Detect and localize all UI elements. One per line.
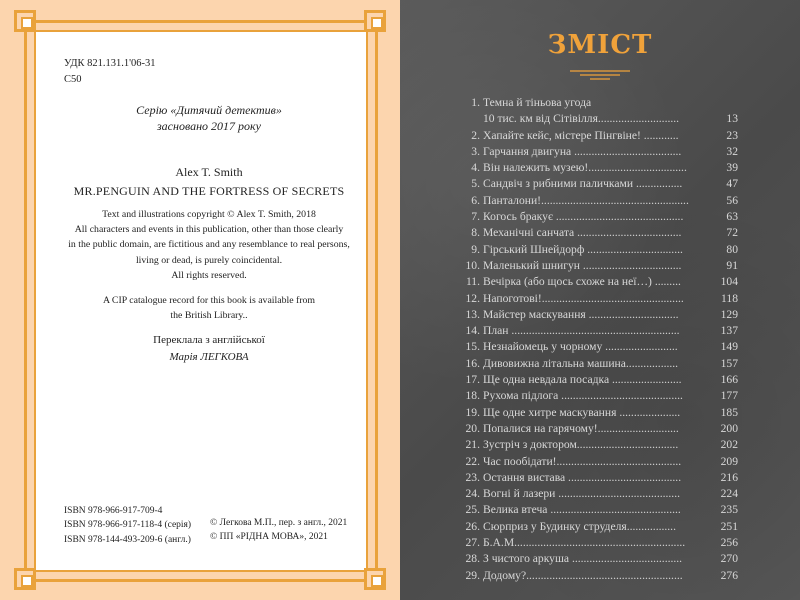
- toc-entry-number: 25.: [465, 503, 480, 517]
- toc-entry-page: 157: [720, 356, 738, 370]
- toc-entry-number: 18.: [465, 389, 480, 403]
- toc-entry-page: 276: [720, 568, 738, 582]
- toc-entry-page: 251: [720, 519, 738, 533]
- toc-entry[interactable]: [462, 551, 738, 567]
- toc-entry[interactable]: [462, 160, 738, 176]
- toc-entry-page: 129: [720, 307, 738, 321]
- toc-entry-title: Маленький шнигун ..................................: [483, 258, 682, 272]
- toc-entry[interactable]: [462, 128, 738, 144]
- toc-entry-page: 39: [726, 161, 738, 175]
- series-line: Серію «Дитячий детектив»: [136, 103, 282, 117]
- toc-entry-number: 13.: [465, 307, 480, 321]
- toc-entry-title: Напоготові!.................................................: [483, 291, 684, 305]
- toc-entry-number: 20.: [465, 421, 480, 435]
- toc-entry-number: 4.: [471, 161, 480, 175]
- translator-block: [64, 332, 354, 366]
- toc-entry-number: 5.: [471, 177, 480, 191]
- toc-entry-page: 177: [720, 389, 738, 403]
- toc-entry-number: 15.: [465, 340, 480, 354]
- toc-entry-number: 28.: [465, 552, 480, 566]
- copyright-line: Text and illustrations copyright © Alex T. Smith, 2018: [102, 209, 316, 220]
- toc-entry-title: Темна й тіньова угода: [483, 96, 592, 109]
- toc-entry-title: Попалися на гарячому!............................: [483, 421, 679, 435]
- toc-entry-page: 47: [726, 177, 738, 191]
- toc-entry-page: 63: [726, 210, 738, 224]
- toc-entry-number: 9.: [471, 242, 480, 256]
- toc-entry-number: 10.: [465, 258, 480, 272]
- toc-entry-title: Сюрприз у Будинку струделя.................: [483, 519, 676, 533]
- translated-by-label: Переклала з англійської: [153, 334, 265, 346]
- toc-entry-title: Він належить музею!..................................: [483, 161, 687, 175]
- toc-entry-page: 202: [720, 438, 738, 452]
- toc-entry[interactable]: [462, 111, 738, 127]
- toc-entry-page: 56: [726, 193, 738, 207]
- toc-entry-number: 2.: [471, 128, 480, 142]
- toc-entry[interactable]: [462, 209, 738, 225]
- toc-entry-title: Сандвіч з рибними паличками ................: [483, 177, 683, 191]
- series-note: [64, 102, 354, 134]
- series-line: засновано 2017 року: [157, 119, 261, 134]
- toc-entry-title: Панталони!...................................................: [483, 193, 689, 207]
- translator-name: Марія ЛЕГКОВА: [169, 351, 249, 364]
- toc-entry[interactable]: [462, 95, 738, 111]
- copyright-line: All rights reserved.: [171, 269, 247, 281]
- toc-entry-number: 12.: [465, 291, 480, 305]
- title-ornament-icon: [570, 68, 630, 82]
- toc-entry-number: 24.: [465, 487, 480, 501]
- toc-entry-page: 224: [720, 487, 738, 501]
- toc-entry-title: Зустріч з доктором...................................: [483, 438, 679, 452]
- toc-entry-page: 13: [726, 112, 738, 126]
- toc-entry-page: 118: [721, 291, 738, 305]
- frame-corner-ornament: [364, 10, 386, 32]
- toc-entry[interactable]: [462, 502, 738, 518]
- toc-entry-page: 200: [720, 421, 738, 435]
- copyright-line: All characters and events in this publication, other than those clearly: [74, 224, 344, 236]
- toc-entry-title: Ще одне хитре маскування .....................: [483, 405, 681, 419]
- toc-entry-page: 185: [720, 405, 738, 419]
- toc-entry-page: 104: [720, 275, 738, 289]
- toc-entry-title: Б.А.М...........................................................: [483, 536, 686, 550]
- toc-entry[interactable]: [462, 323, 738, 339]
- isbn-line: ISBN 978-966-917-709-4: [64, 506, 163, 516]
- toc-entry[interactable]: [462, 372, 738, 388]
- toc-entry-title: Майстер маскування ...............................: [483, 307, 679, 321]
- contents-page: [400, 0, 800, 600]
- toc-entry-page: 137: [720, 324, 738, 338]
- toc-entry-number: 29.: [465, 568, 480, 582]
- toc-entry-number: 6.: [471, 193, 480, 207]
- toc-entry-number: 27.: [465, 536, 480, 550]
- isbn-line: ISBN 978-144-493-209-6 (англ.): [64, 534, 191, 545]
- toc-entry-page: 72: [726, 226, 738, 240]
- original-title: MR.PENGUIN AND THE FORTRESS OF SECRETS: [73, 184, 345, 198]
- udk-block: [64, 56, 156, 88]
- copyright-notice: [64, 207, 354, 323]
- toc-entry-title: Вечірка (або щось схоже на неї…) .........: [483, 275, 681, 289]
- toc-entry-title: Ще одна невдала посадка ........................: [483, 373, 682, 387]
- table-of-contents: [462, 95, 738, 584]
- toc-entry[interactable]: [462, 339, 738, 355]
- toc-entry[interactable]: [462, 258, 738, 274]
- toc-entry-number: 3.: [471, 144, 480, 158]
- toc-entry[interactable]: [462, 535, 738, 551]
- toc-entry-title: Хапайте кейс, містере Пінгвіне! ............: [483, 128, 679, 142]
- isbn-block: [64, 504, 191, 547]
- copyright-line: living or dead, is purely coincidental.: [135, 254, 283, 266]
- rights-line: © ПП «РІДНА МОВА», 2021: [210, 532, 328, 543]
- toc-entry[interactable]: [462, 519, 738, 535]
- toc-entry-number: 14.: [465, 324, 480, 338]
- toc-entry-page: 149: [720, 340, 738, 354]
- author-name: Alex T. Smith: [175, 165, 243, 179]
- toc-entry-title: Остання вистава .......................................: [483, 470, 682, 484]
- frame-corner-ornament: [364, 568, 386, 590]
- toc-entry-title: 10 тис. км від Сітівілля............................: [483, 112, 680, 126]
- toc-entry[interactable]: [462, 421, 738, 437]
- toc-entry[interactable]: [462, 486, 738, 502]
- contents-title: ЗМІСТ: [547, 30, 653, 60]
- cip-line: the British Library..: [170, 310, 248, 322]
- toc-entry-page: 209: [720, 454, 738, 468]
- toc-entry[interactable]: [462, 225, 738, 241]
- frame-corner-ornament: [14, 10, 36, 32]
- toc-entry-title: Час пообідати!...........................................: [483, 454, 682, 468]
- toc-entry[interactable]: [462, 193, 738, 209]
- toc-entry-title: Додому?......................................................: [483, 568, 683, 582]
- toc-entry-page: 216: [720, 470, 738, 484]
- toc-entry-number: 17.: [465, 373, 480, 387]
- toc-entry-title: Велика втеча .............................................: [483, 503, 681, 517]
- frame-corner-ornament: [14, 568, 36, 590]
- toc-entry-number: 16.: [465, 356, 480, 370]
- toc-entry[interactable]: [462, 470, 738, 486]
- toc-entry-number: 21.: [465, 438, 480, 452]
- toc-entry-page: [714, 95, 738, 111]
- toc-entry-title: Незнайомець у чорному .........................: [483, 340, 678, 354]
- toc-entry[interactable]: [462, 242, 738, 258]
- toc-entry[interactable]: [462, 437, 738, 453]
- toc-entry-title: Гарчання двигуна .....................................: [483, 144, 682, 158]
- toc-entry[interactable]: [462, 307, 738, 323]
- rights-block: [210, 516, 347, 545]
- udk-code: УДК 821.131.1'06-31: [64, 58, 156, 69]
- toc-entry-number: 1.: [471, 96, 480, 109]
- toc-entry[interactable]: [462, 405, 738, 421]
- cip-line: A CIP catalogue record for this book is available from: [102, 294, 316, 306]
- toc-entry[interactable]: [462, 356, 738, 372]
- copyright-line: in the public domain, are fictitious and any resemblance to real persons,: [68, 239, 350, 251]
- toc-entry-number: 19.: [465, 405, 480, 419]
- toc-entry[interactable]: [462, 176, 738, 192]
- author-mark: С50: [64, 73, 82, 85]
- toc-entry[interactable]: [462, 454, 738, 470]
- toc-entry[interactable]: [462, 291, 738, 307]
- toc-entry-number: 26.: [465, 519, 480, 533]
- toc-entry[interactable]: [462, 274, 738, 290]
- toc-entry-number: 11.: [465, 275, 480, 289]
- toc-entry-page: 32: [726, 144, 738, 158]
- toc-entry-title: Вогні й лазери ..........................................: [483, 487, 681, 501]
- toc-entry-page: 80: [726, 242, 738, 256]
- toc-entry-page: 91: [726, 258, 738, 272]
- rights-line: © Легкова М.П., пер. з англ., 2021: [210, 518, 348, 528]
- toc-entry-page: 235: [720, 503, 738, 517]
- toc-entry-title: Дивовижна літальна машина..................: [483, 356, 679, 370]
- toc-entry-title: Гірський Шнейдорф .................................: [483, 242, 683, 256]
- toc-entry-title: Рухома підлога ..........................................: [483, 389, 683, 403]
- toc-entry[interactable]: [462, 568, 738, 584]
- toc-entry[interactable]: [462, 144, 738, 160]
- toc-entry-number: 23.: [465, 470, 480, 484]
- toc-entry-title: Механічні санчата ....................................: [483, 226, 682, 240]
- original-credits: [64, 165, 354, 323]
- toc-entry-page: 270: [720, 552, 738, 566]
- toc-entry-number: 8.: [471, 226, 480, 240]
- toc-entry[interactable]: [462, 388, 738, 404]
- toc-entry-title: З чистого аркуша ......................................: [483, 552, 683, 566]
- toc-entry-title: План ..........................................................: [483, 324, 680, 338]
- toc-entry-number: 22.: [465, 454, 480, 468]
- toc-entry-page: 23: [726, 128, 738, 142]
- isbn-line: ISBN 978-966-917-118-4 (серія): [64, 520, 192, 531]
- toc-entry-number: 7.: [471, 210, 480, 224]
- toc-entry-title: Когось бракує ............................................: [483, 210, 684, 224]
- toc-entry-page: 166: [720, 373, 738, 387]
- toc-entry-number: [462, 111, 480, 127]
- toc-entry-page: 256: [720, 536, 738, 550]
